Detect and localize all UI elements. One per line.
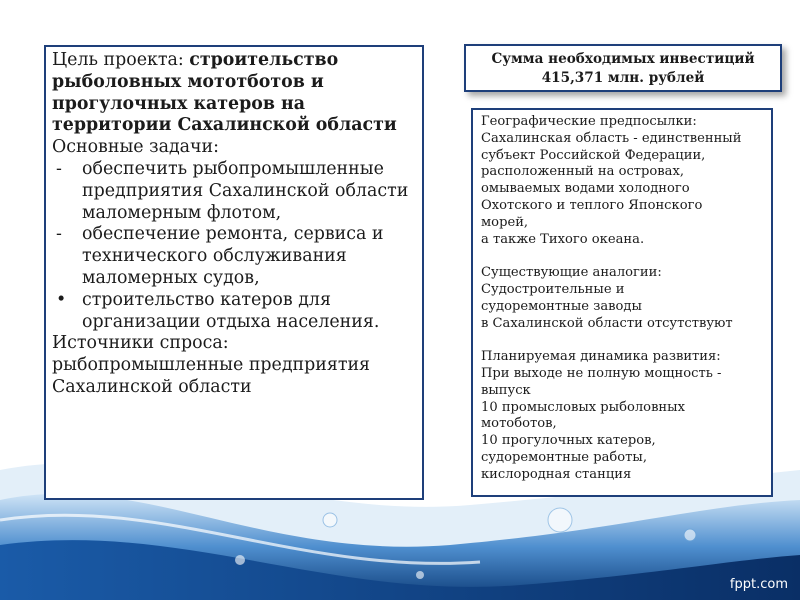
goal-text: строительство рыболовных мототботов и прогулочных катеров на территории Сахалинской области [52,50,397,136]
text-line: расположенный на островах, [481,164,685,180]
project-goal-text [52,50,412,399]
details-text [481,114,771,484]
task-text: обеспечить рыбопромышленные предприятия Сахалинской области маломерным флотом, [82,158,409,223]
investment-box [464,44,782,92]
analog-heading: Существующие аналогии: [481,265,662,281]
text-line: 10 прогулочных катеров, [481,433,656,449]
text-line: а также Тихого океана. [481,231,645,247]
goal-prefix: Цель проекта: [52,50,190,70]
list-marker: - [56,224,62,245]
text-line: кислородная станция [481,466,632,482]
text-line: Охотского и теплого Японского [481,197,703,213]
text-line: субъект Российской Федерации, [481,147,706,163]
text-line: выпуск [481,382,531,398]
text-line: 10 промысловых рыболовных [481,399,685,415]
demand-heading: Источники спроса: [52,333,229,354]
dynamics-heading: Планируемая динамика развития: [481,349,721,365]
tasks-heading: Основные задачи: [52,137,219,158]
tasks-list [52,159,412,333]
text-line: судоремонтные заводы [481,298,642,314]
text-line: При выходе не полную мощность - [481,365,722,381]
list-item [52,224,412,289]
text-line: Сахалинская область - единственный [481,130,742,146]
geo-heading: Географические предпосылки: [481,114,697,129]
text-line: мотоботов, [481,416,557,432]
task-text: обеспечение ремонта, сервиса и технического обслуживания маломерных судов, [82,224,384,288]
list-item [52,290,412,334]
text-line: Судостроительные и [481,281,625,297]
task-text: строительство катеров для организации отдыха населения. [82,289,380,332]
list-item [52,159,412,224]
project-goal [52,50,412,137]
text-line: морей, [481,214,529,230]
investment-title: Сумма необходимых инвестиций [491,51,755,67]
list-marker: • [56,289,67,310]
brand-footer: fppt.com [729,577,788,592]
list-marker: - [56,158,62,179]
text-line: в Сахалинской области отсутствуют [481,315,733,331]
text-line: судоремонтные работы, [481,449,647,465]
investment-amount: 415,371 млн. рублей [541,70,705,86]
text-line: омываемых водами холодного [481,181,690,197]
demand-text: рыбопромышленные предприятия Сахалинской области [52,355,371,397]
